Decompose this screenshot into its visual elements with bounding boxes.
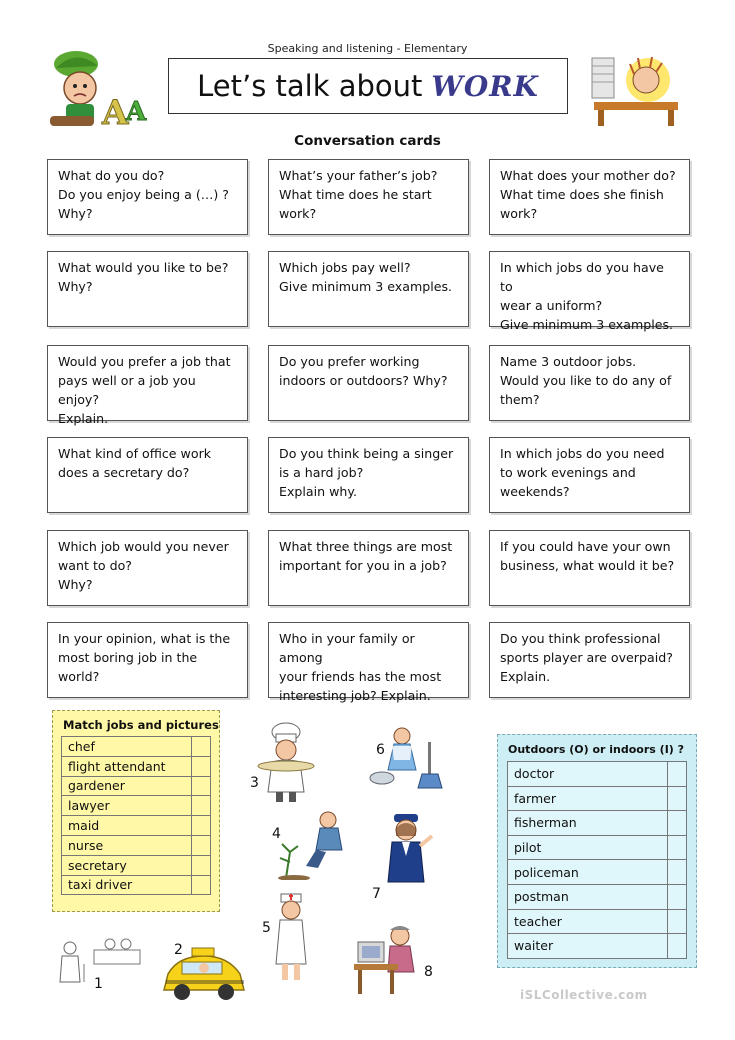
picture-number-1: 1	[94, 976, 103, 992]
answer-cell[interactable]	[668, 762, 687, 787]
conversation-card: Name 3 outdoor jobs. Would you like to do any of them?	[489, 345, 690, 421]
job-label: doctor	[508, 762, 668, 787]
conversation-card: Do you prefer working indoors or outdoors? Why?	[268, 345, 469, 421]
footer-watermark: iSLCollective.com	[520, 988, 648, 1002]
job-label: taxi driver	[62, 875, 192, 895]
taxi-driver-clipart-icon	[158, 944, 250, 1008]
answer-cell[interactable]	[192, 835, 211, 855]
picture-number-5: 5	[262, 920, 271, 936]
answer-cell[interactable]	[192, 796, 211, 816]
answer-cell[interactable]	[668, 934, 687, 959]
title-accent: WORK	[431, 69, 539, 103]
job-label: gardener	[62, 776, 192, 796]
place-row	[508, 786, 687, 811]
section-heading: Conversation cards	[294, 133, 441, 149]
answer-cell[interactable]	[668, 786, 687, 811]
match-row	[62, 756, 211, 776]
chef-clipart-icon	[250, 722, 320, 804]
worksheet-subtitle: Speaking and listening - Elementary	[267, 42, 468, 55]
answer-cell[interactable]	[192, 737, 211, 757]
conversation-card: In which jobs do you have to wear a uniform? Give minimum 3 examples.	[489, 251, 690, 327]
conversation-card: What kind of office work does a secretary do?	[47, 437, 248, 513]
answer-cell[interactable]	[192, 776, 211, 796]
conversation-card: What do you do? Do you enjoy being a (…) ? Why?	[47, 159, 248, 235]
answer-cell[interactable]	[192, 855, 211, 875]
place-row	[508, 835, 687, 860]
job-label: chef	[62, 737, 192, 757]
svg-text:A: A	[126, 97, 147, 127]
place-row	[508, 860, 687, 885]
svg-text:A: A	[102, 93, 129, 133]
job-label: flight attendant	[62, 756, 192, 776]
boy-clipart-icon	[44, 46, 156, 134]
picture-number-6: 6	[376, 742, 385, 758]
match-row	[62, 875, 211, 895]
job-label: waiter	[508, 934, 668, 959]
job-label: policeman	[508, 860, 668, 885]
answer-cell[interactable]	[192, 756, 211, 776]
secretary-clipart-icon	[352, 922, 422, 998]
picture-number-7: 7	[372, 886, 381, 902]
picture-number-8: 8	[424, 964, 433, 980]
place-title: Outdoors (O) or indoors (I) ?	[508, 743, 685, 756]
answer-cell[interactable]	[192, 875, 211, 895]
gardener-clipart-icon	[276, 808, 356, 880]
answer-cell[interactable]	[668, 909, 687, 934]
office-worker-clipart-icon	[586, 50, 684, 128]
place-row	[508, 934, 687, 959]
place-row	[508, 909, 687, 934]
job-label: postman	[508, 884, 668, 909]
match-row	[62, 835, 211, 855]
conversation-card: What’s your father’s job? What time does he start work?	[268, 159, 469, 235]
job-label: fisherman	[508, 811, 668, 836]
job-label: nurse	[62, 835, 192, 855]
conversation-card: Do you think being a singer is a hard job? Explain why.	[268, 437, 469, 513]
job-label: teacher	[508, 909, 668, 934]
match-jobs-box	[52, 710, 220, 912]
match-title: Match jobs and pictures	[63, 718, 219, 732]
conversation-card: What three things are most important for you in a job?	[268, 530, 469, 606]
conversation-card: Would you prefer a job that pays well or a job you enjoy? Explain.	[47, 345, 248, 421]
match-row	[62, 816, 211, 836]
answer-cell[interactable]	[192, 816, 211, 836]
picture-number-3: 3	[250, 775, 259, 791]
conversation-card: Do you think professional sports player are overpaid? Explain.	[489, 622, 690, 698]
job-label: maid	[62, 816, 192, 836]
conversation-card: If you could have your own business, what would it be?	[489, 530, 690, 606]
match-row	[62, 796, 211, 816]
nurse-clipart-icon	[268, 892, 314, 984]
answer-cell[interactable]	[668, 860, 687, 885]
answer-cell[interactable]	[668, 811, 687, 836]
flight-attendant-clipart-icon	[376, 812, 436, 896]
answer-cell[interactable]	[668, 835, 687, 860]
match-row	[62, 776, 211, 796]
conversation-card: What would you like to be? Why?	[47, 251, 248, 327]
conversation-card: Which job would you never want to do? Why?	[47, 530, 248, 606]
match-row	[62, 855, 211, 875]
place-table	[507, 761, 687, 959]
conversation-card: In your opinion, what is the most boring job in the world?	[47, 622, 248, 698]
match-row	[62, 737, 211, 757]
worksheet-title	[168, 58, 568, 114]
conversation-card: Which jobs pay well? Give minimum 3 examples.	[268, 251, 469, 327]
conversation-card: What does your mother do? What time does she finish work?	[489, 159, 690, 235]
picture-number-4: 4	[272, 826, 281, 842]
conversation-card: In which jobs do you need to work evenings and weekends?	[489, 437, 690, 513]
picture-number-2: 2	[174, 942, 183, 958]
place-row	[508, 811, 687, 836]
place-row	[508, 762, 687, 787]
place-row	[508, 884, 687, 909]
maid-clipart-icon	[366, 724, 456, 794]
job-label: lawyer	[62, 796, 192, 816]
answer-cell[interactable]	[668, 884, 687, 909]
job-label: secretary	[62, 855, 192, 875]
title-main: Let’s talk about	[197, 69, 423, 103]
outdoors-indoors-box	[497, 734, 697, 968]
conversation-card: Who in your family or among your friends has the most interesting job? Explain.	[268, 622, 469, 698]
job-label: pilot	[508, 835, 668, 860]
match-table	[61, 736, 211, 895]
job-label: farmer	[508, 786, 668, 811]
